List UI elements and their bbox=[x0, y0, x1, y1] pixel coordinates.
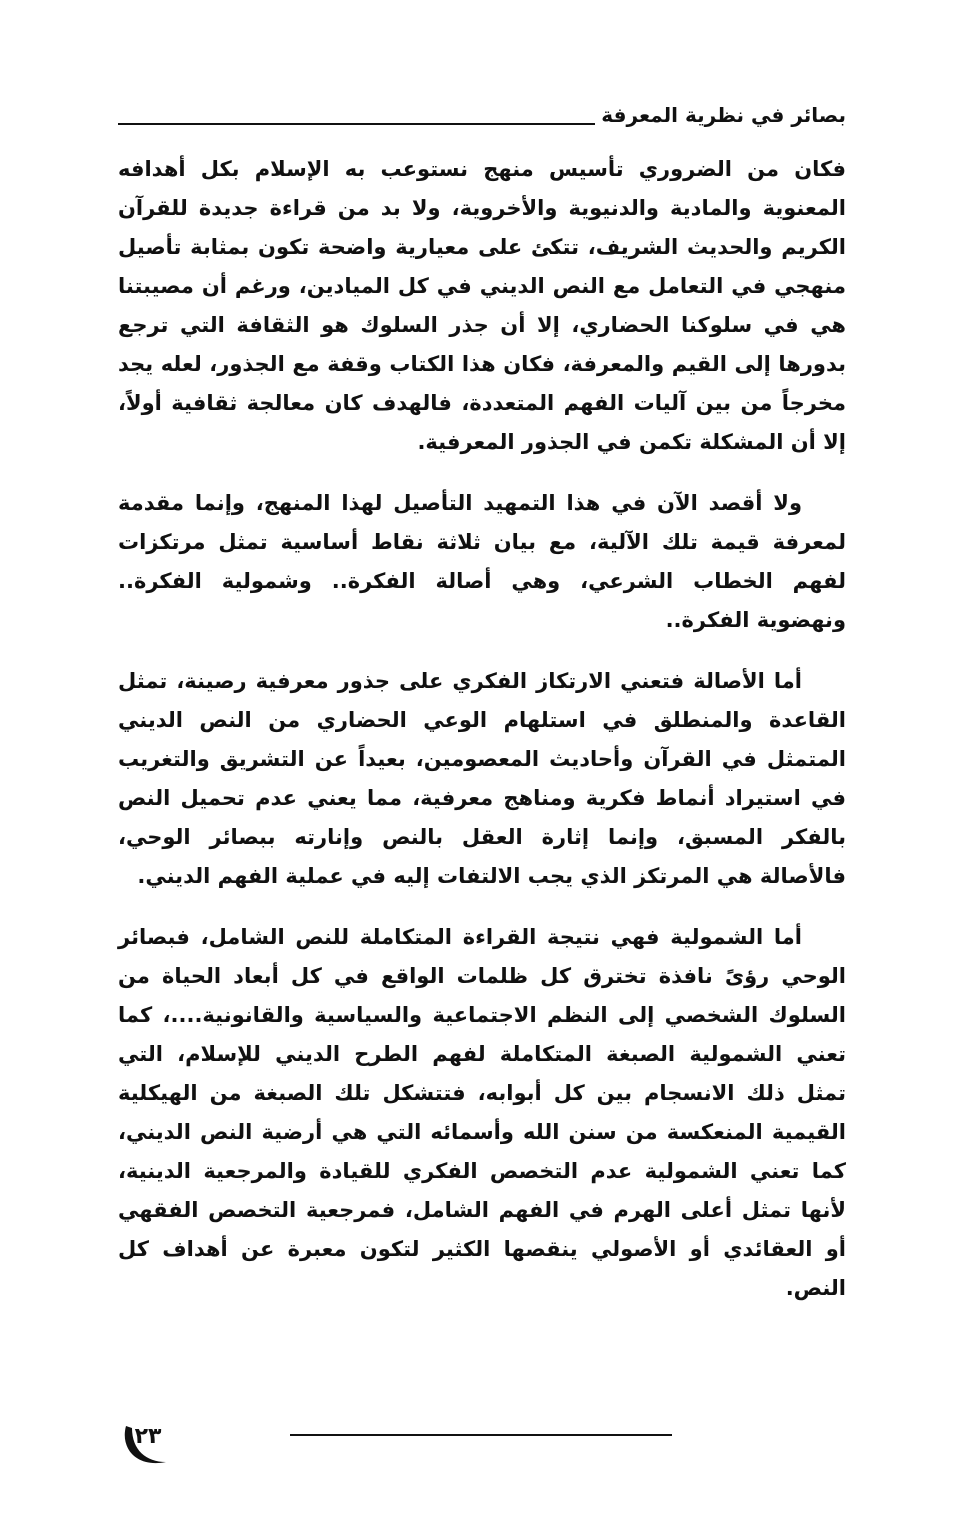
running-title: بصائر في نظرية المعرفة bbox=[601, 103, 846, 127]
body-text bbox=[118, 150, 846, 1330]
paragraph-2: ولا أقصد الآن في هذا التمهيد التأصيل لهذا المنهج، وإنما مقدمة لمعرفة قيمة تلك الآلية، مع بيان ثلاثة نقاط أساسية تمثل مرتكزات لفهم الخطاب الشرعي، وهي أصالة الفكرة.. وشمولية الفكرة.. ونهضوية الفكرة.. bbox=[118, 491, 846, 632]
paragraph-3: أما الأصالة فتعني الارتكاز الفكري على جذور معرفية رصينة، تمثل القاعدة والمنطلق في استلهام الوعي الحضاري من النص الديني المتمثل في القرآن وأحاديث المعصومين، بعيداً عن التشريق والتغريب في استيراد أنماط فكرية ومناهج معرفية، مما يعني عدم تحميل النص بالفكر المسبق، وإنما إثارة العقل بالنص وإنارته ببصائر الوحي، فالأصالة هي المرتكز الذي يجب الالتفات إليه في عملية الفهم الديني. bbox=[118, 669, 846, 888]
running-header bbox=[118, 95, 846, 129]
paragraph-1: فكان من الضروري تأسيس منهج نستوعب به الإسلام بكل أهدافه المعنوية والمادية والدنيوية والأخروية، ولا بد من قراءة جديدة للقرآن الكريم والحديث الشريف، تتكئ على معيارية واضحة تكون بمثابة تأصيل منهجي في التعامل مع النص الديني في كل الميادين، ورغم أن مصيبتنا هي في سلوكنا الحضاري، إلا أن جذر السلوك هو الثقافة التي ترجع بدورها إلى القيم والمعرفة، فكان هذا الكتاب وقفة مع الجذور، لعله يجد مخرجاً من بين آليات الفهم المتعددة، فالهدف كان معالجة ثقافية أولاً، إلا أن المشكلة تكمن في الجذور المعرفية. bbox=[118, 157, 846, 454]
header-rule bbox=[118, 123, 595, 125]
paragraph-4: أما الشمولية فهي نتيجة القراءة المتكاملة للنص الشامل، فبصائر الوحي رؤىً نافذة تخترق كل ظلمات الواقع في كل أبعاد الحياة من السلوك الشخصي إلى النظم الاجتماعية والسياسية والقانونية....، كما تعني الشمولية الصبغة المتكاملة لفهم الطرح الديني للإسلام، التي تمثل ذلك الانسجام بين كل أبوابه، فتتشكل تلك الصبغة من الهيكلية القيمية المنعكسة من سنن الله وأسمائه التي هي أرضية النص الديني، كما تعني الشمولية عدم التخصص الفكري للقيادة والمرجعية الدينية، لأنها تمثل أعلى الهرم في الفهم الشامل، فمرجعية التخصص الفقهي أو العقائدي أو الأصولي ينقصها الكثير لتكون معبرة عن أهداف كل النص. bbox=[118, 925, 846, 1300]
page-footer bbox=[118, 1418, 678, 1478]
page-number-badge bbox=[118, 1418, 178, 1470]
footer-rule bbox=[290, 1434, 672, 1436]
page-number: ٢٣ bbox=[134, 1424, 162, 1449]
